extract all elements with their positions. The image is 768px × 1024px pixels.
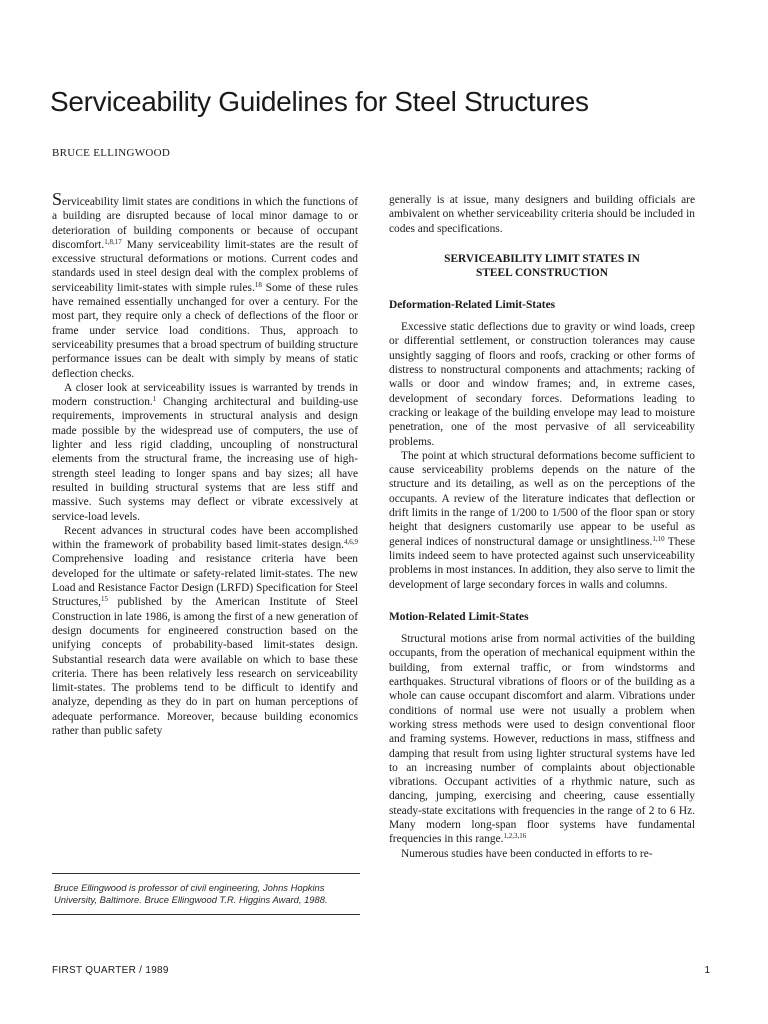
intro-paragraph xyxy=(52,189,359,381)
paragraph-text: The point at which structural deformations become sufficient to cause serviceability problems depends on the nature of the structure and its detailing, as well as on the perceptions of the occupants. A review of the literature indicates that deflection or drift limits in the range of 1/200 to 1/500 of the floor span or story height that designers customarily use appear to be useful as general indices of nonstructural damage or unsightliness. xyxy=(389,449,695,548)
citation-ref: 1 xyxy=(152,395,157,404)
paragraph-text: Structural motions arise from normal activities of the building occupants, from the operation of mechanical equipment within the building, from external traffic, or from windstorms and earthquakes. Structural vibrations of floors or of the building as a whole can cause occupant discomfort and alarm. Vibrations under conditions of normal use were not usually a problem when working stress methods were used to design conventional floor and framing systems. However, reductions in mass, stiffness and damping that result from using lighter structural systems have led to an increasing number of complaints about objectionable vibrations. Occupant activities of a rhythmic nature, such as dancing, jumping, exercising and cheering, cause essentially steady-state excitations with frequencies in the range of 2 to 6 Hz. Many modern long-span floor systems have fundamental frequencies in this range. xyxy=(389,633,695,846)
section-heading-line: STEEL CONSTRUCTION xyxy=(476,266,608,279)
body-paragraph xyxy=(389,449,695,592)
body-paragraph: Excessive static deflections due to gravity or wind loads, creep or differential settlement, or construction tolerances may cause unsightly sagging of floors and roofs, cracking or other forms of distress to nonstructural components and attachments; racking of walls or door and window frames; and, in extreme cases, development of secondary forces. Deformations leading to cracking or leakage of the building envelope may lead to moisture penetration, one of the most pervasive of all serviceability problems. xyxy=(389,321,695,448)
body-paragraph xyxy=(52,381,358,524)
page-number: 1 xyxy=(704,965,710,976)
paragraph-text: Comprehensive loading and resistance criteria have been developed for the ultimate or safety-related limit-states. The new Load and Resistance Factor Design (LRFD) Specification for Steel Structures, xyxy=(52,553,358,609)
body-paragraph xyxy=(389,632,695,846)
spacer xyxy=(389,592,695,610)
author-footnote: Bruce Ellingwood is professor of civil engineering, Johns Hopkins University, Baltimore. Bruce Ellingwood T.R. Higgins Award, 1988. xyxy=(52,873,360,915)
paragraph-text: Changing architectural and building-use requirements, improvements in structural analysis and design made possible by the widespread use of computers, the use of lighter and less rigid cladding, uncoupling of nonstructural elements from the structural frame, the increasing use of high-strength steel leading to longer spans and bay sizes; all have resulted in building structural systems that are less stiff and massive. Such systems may deflect or vibrate excessively at service-load levels. xyxy=(52,396,358,523)
citation-ref: 15 xyxy=(101,595,109,604)
subheading-motion: Motion-Related Limit-States xyxy=(389,610,529,623)
left-column xyxy=(52,189,359,738)
citation-ref: 1,8,17 xyxy=(104,237,122,246)
paragraph-text: Some of these rules have remained essentially unchanged for over a century. For the most part, they require only a check of deflections of the floor or frame under service load conditions. Thus, approach to serviceability presumes that a broad spectrum of building structure performance issues can be dealt with simply by means of static deflection checks. xyxy=(52,281,359,380)
citation-ref: 1,2,3,16 xyxy=(503,832,527,841)
citation-ref: 18 xyxy=(254,280,262,289)
paragraph-text: erviceability limit states are conditions in which the functions of a building are disrupted because of local minor damage to or deterioration of building components or because of occupant discomfort. xyxy=(52,196,358,251)
paragraph-text: published by the American Institute of Steel Construction in late 1986, is among the first of a new generation of design documents for engineered construction based on the unifying concepts of probability-based limit-states design. Substantial research data were available on which to base these criteria. There has been relatively less research on serviceability limit-states. The problems tend to be difficult to identify and analyze, depending as they do in part on human perceptions of adequate performance. Moreover, because building economics rather than public safety xyxy=(52,596,358,737)
citation-ref: 1,10 xyxy=(652,534,665,543)
section-heading xyxy=(389,252,695,280)
author-name: BRUCE ELLINGWOOD xyxy=(52,147,171,159)
citation-ref: 4,6,9 xyxy=(344,538,358,547)
paragraph-text: Many serviceability limit-states are the result of excessive structural deformations or motions. Current codes and standards used in steel design deal with the complex problems of serviceability limit-states with simple rules. xyxy=(52,238,358,294)
article-title: Serviceability Guidelines for Steel Structures xyxy=(50,86,589,117)
subheading-deformation: Deformation-Related Limit-States xyxy=(389,298,556,311)
paragraph-text: A closer look at serviceability issues is warranted by trends in modern construction. xyxy=(52,381,358,409)
section-heading-line: SERVICEABILITY LIMIT STATES IN xyxy=(444,252,640,265)
paragraph-text: Recent advances in structural codes have been accomplished within the framework of probability based limit-states design. xyxy=(52,524,358,552)
journal-issue: FIRST QUARTER / 1989 xyxy=(52,965,169,976)
body-paragraph: generally is at issue, many designers and building officials are ambivalent on whether serviceability criteria should be included in codes and specifications. xyxy=(389,194,695,235)
body-paragraph xyxy=(52,524,358,738)
body-paragraph: Numerous studies have been conducted in efforts to re- xyxy=(401,847,653,860)
drop-cap: S xyxy=(52,189,63,209)
right-column xyxy=(389,193,695,861)
paragraph-text: These limits indeed seem to have protected against such unserviceability problems in most instances. In addition, they also serve to limit the development of large secondary forces in walls and columns. xyxy=(389,535,696,591)
